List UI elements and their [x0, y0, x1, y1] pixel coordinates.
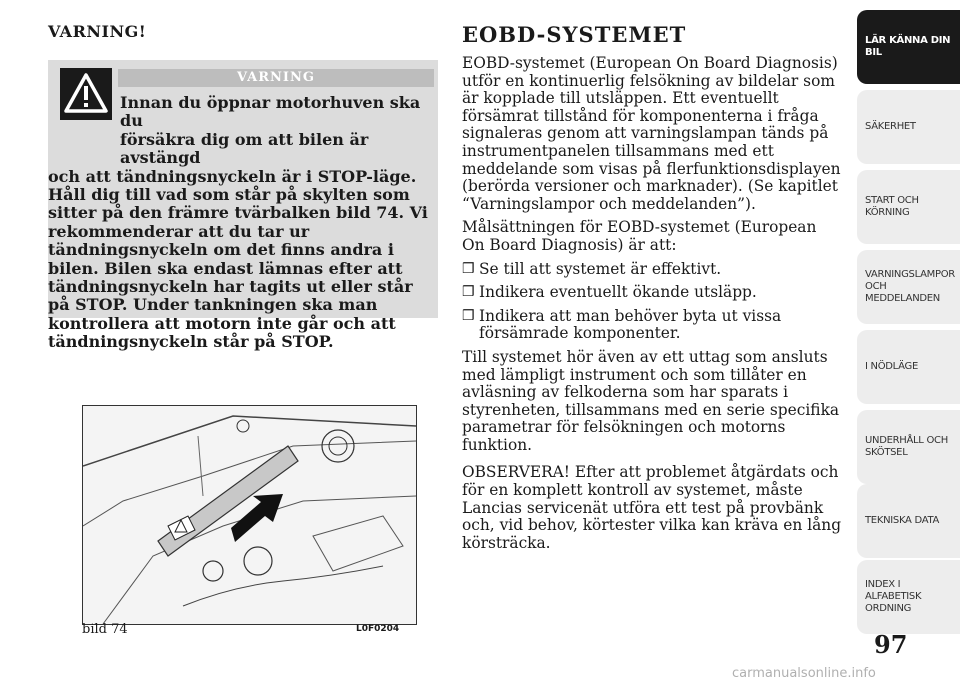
section-title: EOBD-SYSTEMET: [462, 22, 687, 47]
warning-body: och att tändningsnyckeln är i STOP-läge. Håll dig till vad som står på skylten som sitter på den främre tvärbalken bild 74. Vi rekommenderar att du tar ur tändningsnyckeln om det finns andra i bilen. Bilen ska endast lämnas efter att tändningsnyckeln har tagits ut eller står på STOP. Under tankningen ska man kontrollera att motorn inte går och att tändningsnyckeln står på STOP.: [48, 166, 428, 352]
bullet-item: ❒ Indikera att man behöver byta ut vissa försämrade komponenter.: [462, 306, 782, 343]
page-number: 97: [874, 630, 908, 659]
paragraph-4: OBSERVERA! Efter att problemet åtgärdats och för en komplett kontroll av systemet, måste Lancias servicenät utföra ett test på provbänk och, vid behov, körtester vilka kan kräva en lång körsträcka.: [462, 463, 842, 552]
figure-code: L0F0204: [356, 624, 400, 634]
chapter-tabs: [857, 0, 960, 650]
bullet-item: ❒ Se till att systemet är effektivt.: [462, 259, 722, 278]
paragraph-1: EOBD-systemet (European On Board Diagnosis) utför en kontinuerlig felsökning av bildelar som är kopplade till utsläppen. Ett eventuellt försämrat tillstånd för komponenterna i fråga signaleras genom att varningslampan tänds på instrumentpanelen tillsammans med ett meddelande som visas på flerfunktionsdisplayen (berörda versioner och marknader). (Se kapitlet “Varningslampor och meddelanden”).: [462, 54, 841, 213]
watermark: carmanualsonline.info: [732, 666, 876, 681]
tab-start-och-korning[interactable]: START OCH KÖRNING: [857, 170, 960, 244]
paragraph-2: Målsättningen för EOBD-systemet (European On Board Diagnosis) är att:: [462, 218, 817, 254]
warning-heading: VARNING!: [48, 22, 147, 41]
eobd-section: [462, 22, 842, 558]
checkbox-bullet-icon: ❒: [462, 307, 475, 324]
tab-tekniska-data[interactable]: TEKNISKA DATA: [857, 484, 960, 558]
tab-sakerhet[interactable]: SÄKERHET: [857, 90, 960, 164]
bullet-item: ❒ Indikera eventuellt ökande utsläpp.: [462, 283, 757, 302]
warning-label-bar: [118, 69, 434, 87]
warning-line-2: försäkra dig om att bilen är avstängd: [120, 129, 369, 168]
checkbox-bullet-icon: ❒: [462, 284, 475, 301]
warning-line-1: Innan du öppnar motorhuven ska du: [120, 93, 421, 131]
tab-lar-kanna-din-bil[interactable]: LÄR KÄNNA DIN BIL: [857, 10, 960, 84]
tab-underhall[interactable]: UNDERHÅLL OCH SKÖTSEL: [857, 410, 960, 484]
tab-index[interactable]: INDEX I ALFABETISK ORDNING: [857, 560, 960, 634]
paragraph-3: Till systemet hör även av ett uttag som ansluts med lämpligt instrument och som tillåter en avläsning av felkoderna som har sparats i styrenheten, tillsammans med en serie specifika parametrar för felsökningen och motorns funktion.: [462, 347, 840, 454]
checkbox-bullet-icon: ❒: [462, 260, 475, 277]
warning-text: [48, 94, 434, 352]
warning-label: VARNING: [237, 70, 315, 85]
engine-bay-figure: [82, 405, 417, 625]
figure-caption: bild 74: [82, 622, 128, 637]
tab-varningslampor[interactable]: VARNINGSLAMPOR OCH MEDDELANDEN: [857, 250, 960, 324]
tab-i-nodlage[interactable]: I NÖDLÄGE: [857, 330, 960, 404]
